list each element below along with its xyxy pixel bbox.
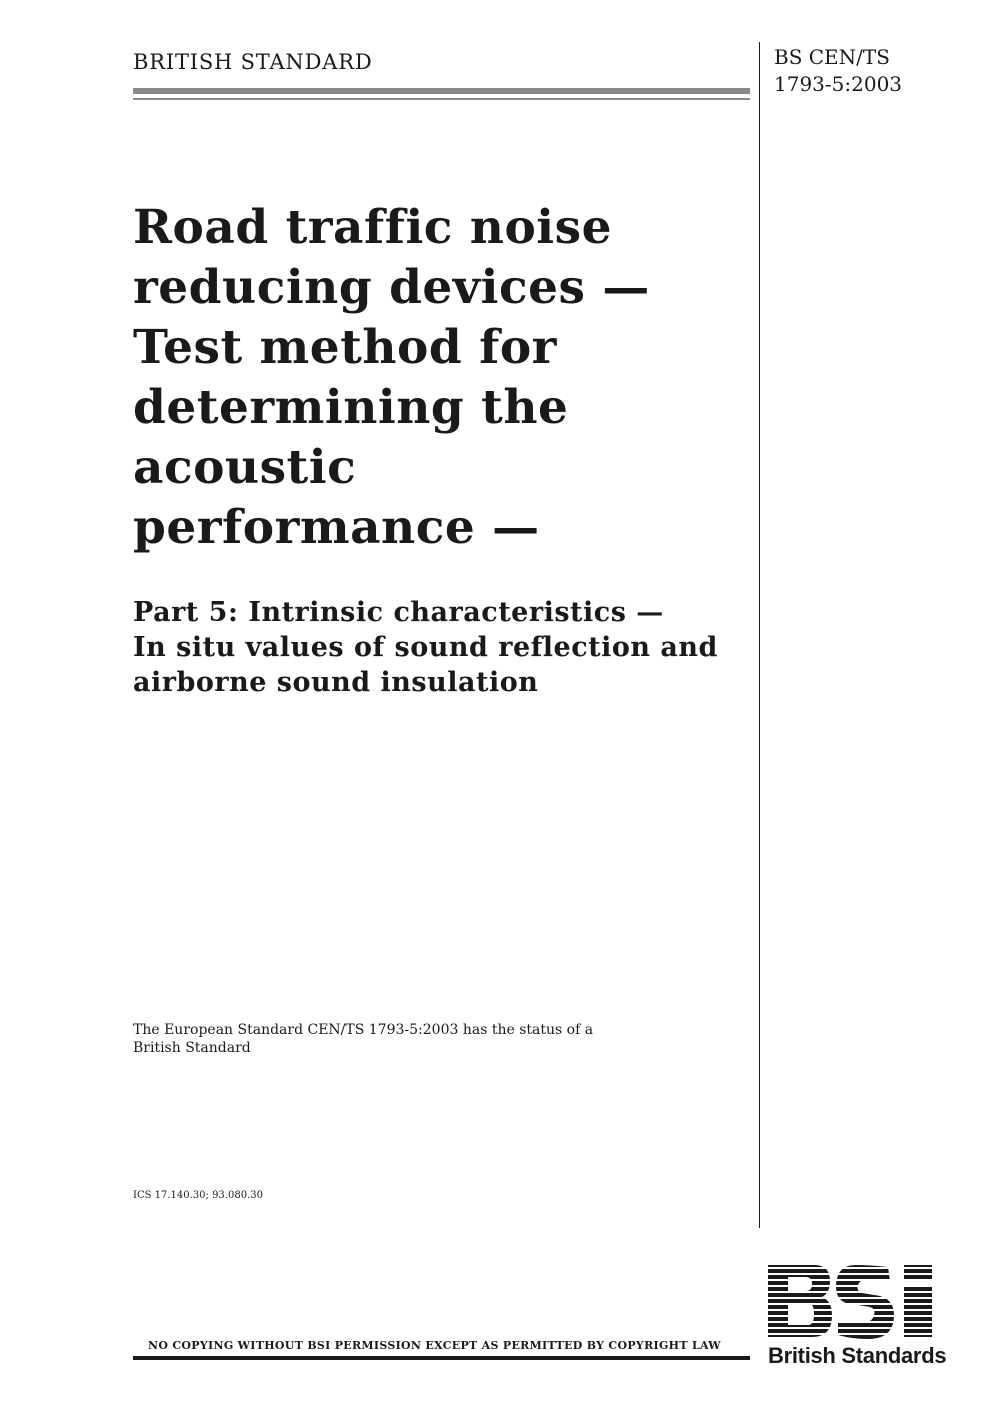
vertical-divider [759, 42, 760, 1228]
title-line: Test method for [133, 320, 557, 375]
document-title [133, 198, 748, 558]
title-line: performance — [133, 500, 540, 555]
footer-rule [133, 1356, 750, 1360]
subtitle-line: airborne sound insulation [133, 667, 539, 698]
title-line: reducing devices — [133, 260, 650, 315]
standard-number-line1: BS CEN/TS [774, 45, 890, 69]
ics-code: ICS 17.140.30; 93.080.30 [133, 1190, 263, 1201]
header-rule-thick [133, 88, 750, 94]
standard-number [774, 44, 974, 98]
subtitle-line: Part 5: Intrinsic characteristics — [133, 597, 664, 628]
standard-number-line2: 1793-5:2003 [774, 72, 903, 96]
title-line: Road traffic noise [133, 200, 613, 255]
status-note-line: British Standard [133, 1040, 251, 1056]
header-label: BRITISH STANDARD [133, 50, 373, 74]
header-rule-thin [133, 98, 750, 100]
document-subtitle [133, 595, 748, 700]
subtitle-line: In situ values of sound reflection and [133, 632, 718, 663]
status-note-line: The European Standard CEN/TS 1793-5:2003 has the status of a [133, 1022, 594, 1038]
bsi-logo-caption: British Standards [768, 1343, 947, 1368]
copyright-notice: NO COPYING WITHOUT BSI PERMISSION EXCEPT AS PERMITTED BY COPYRIGHT LAW [148, 1339, 721, 1352]
status-note [133, 1021, 693, 1057]
title-line: determining the [133, 380, 569, 435]
title-line: acoustic [133, 440, 357, 495]
